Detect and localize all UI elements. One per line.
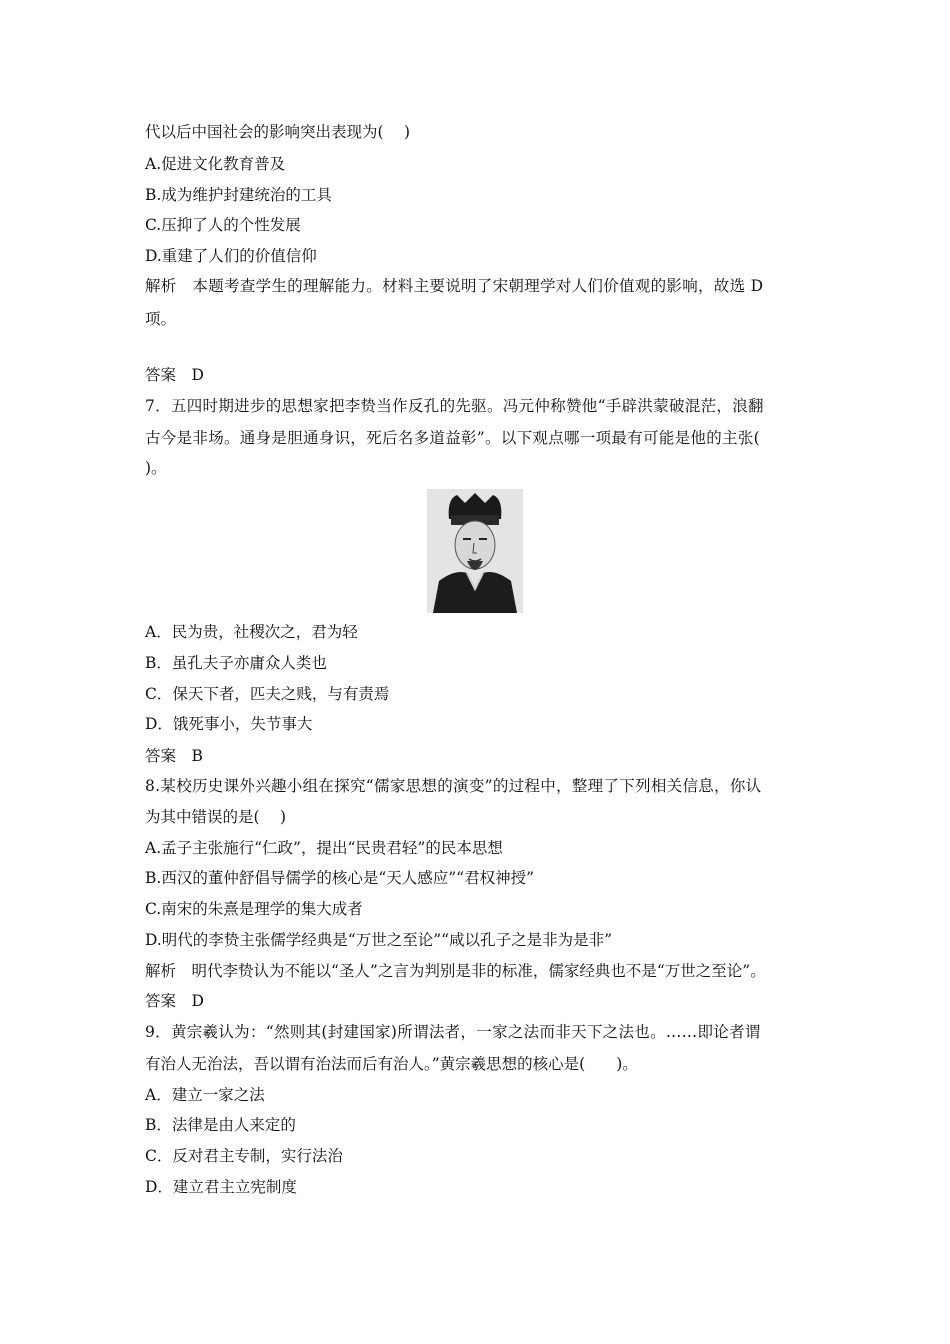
q7-option-b: B．虽孔夫子亦庸众人类也 [145, 654, 327, 672]
q6-option-b: B.成为维护封建统治的工具 [145, 186, 332, 204]
q6-option-c: C.压抑了人的个性发展 [145, 216, 301, 234]
q9-stem-line2: 有治人无治法，吾以谓有治法而后有治人。”黄宗羲思想的核心是( )。 [145, 1055, 638, 1073]
q9-option-c: C．反对君主专制，实行法治 [145, 1147, 343, 1165]
q6-analysis-line2: 项。 [145, 310, 177, 328]
q8-option-c: C.南宋的朱熹是理学的集大成者 [145, 900, 363, 918]
q7-option-c: C．保天下者，匹夫之贱，与有责焉 [145, 685, 390, 703]
q6-option-a: A.促进文化教育普及 [145, 155, 286, 173]
q8-answer: 答案 D [145, 992, 204, 1010]
q7-option-a: A．民为贵，社稷次之，君为轻 [145, 623, 358, 641]
q8-stem-line1: 8.某校历史课外兴趣小组在探究“儒家思想的演变”的过程中，整理了下列相关信息，你认 [145, 777, 762, 795]
q6-stem-tail: 代以后中国社会的影响突出表现为( ) [145, 123, 411, 141]
portrait-drawing [427, 489, 523, 613]
q9-stem-line1: 9．黄宗羲认为：“然则其(封建国家)所谓法者，一家之法而非天下之法也。……即论者谓 [145, 1023, 761, 1041]
q7-answer: 答案 B [145, 747, 203, 765]
q7-stem-line1: 7．五四时期进步的思想家把李贽当作反孔的先驱。冯元仲称赞他“手辟洪蒙破混茫，浪翻 [145, 397, 764, 415]
q6-analysis-line1: 解析 本题考查学生的理解能力。材料主要说明了宋朝理学对人们价值观的影响，故选 D [145, 277, 764, 295]
q6-answer: 答案 D [145, 366, 204, 384]
q9-option-a: A．建立一家之法 [145, 1086, 265, 1104]
q6-option-d: D.重建了人们的价值信仰 [145, 247, 317, 265]
q7-stem-line3: )。 [145, 459, 167, 477]
q7-option-d: D．饿死事小，失节事大 [145, 715, 313, 733]
q8-option-b: B.西汉的董仲舒倡导儒学的核心是“天人感应”“君权神授” [145, 869, 535, 887]
q9-option-d: D．建立君主立宪制度 [145, 1178, 297, 1196]
q9-option-b: B．法律是由人来定的 [145, 1116, 296, 1134]
q8-option-a: A.孟子主张施行“仁政”，提出“民贵君轻”的民本思想 [145, 839, 503, 857]
q8-analysis: 解析 明代李贽认为不能以“圣人”之言为判别是非的标准，儒家经典也不是“万世之至论”。 [145, 962, 766, 980]
q8-option-d: D.明代的李贽主张儒学经典是“万世之至论”“咸以孔子之是非为是非” [145, 931, 613, 949]
li-zhi-portrait-image [427, 489, 523, 613]
q8-stem-line2: 为其中错误的是( ) [145, 808, 287, 826]
q7-stem-line2: 古今是非场。通身是胆通身识，死后名多道益彰”。以下观点哪一项最有可能是他的主张( [145, 429, 760, 447]
